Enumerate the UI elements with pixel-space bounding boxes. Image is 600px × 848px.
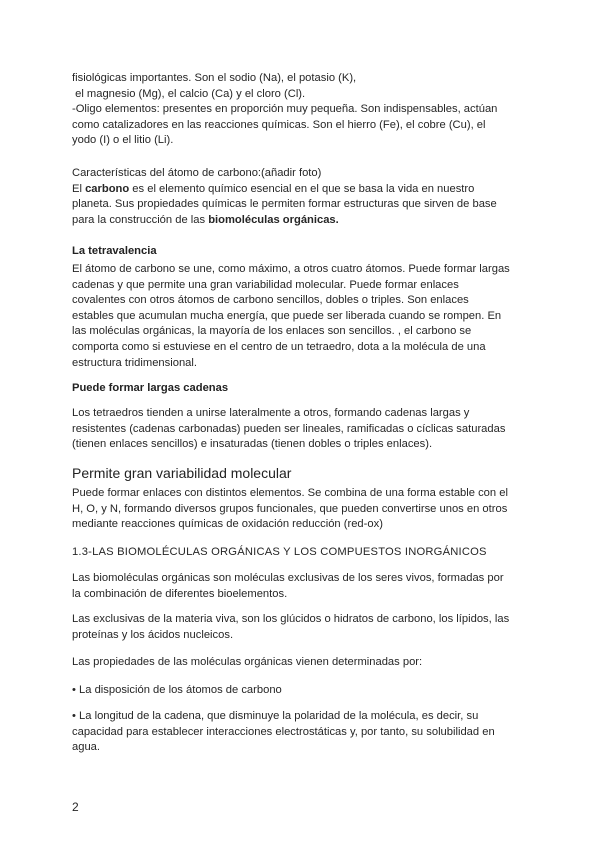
text-line: agua.: [72, 741, 100, 754]
variabilidad-paragraph: [72, 486, 534, 533]
carbon-heading: Características del átomo de carbono:(añadir foto): [72, 167, 322, 179]
text-line: -Oligo elementos: presentes en proporción muy pequeña. Son indispensables, actúan: [72, 103, 498, 116]
text-line: (tienen enlaces sencillos) e insaturadas (tienen dobles o triples enlaces).: [72, 438, 433, 451]
bullet-item: [72, 709, 534, 756]
text-run: es el elemento químico esencial en el que se basa la vida en nuestro: [129, 182, 475, 195]
text-line: el magnesio (Mg), el calcio (Ca) y el cloro (Cl).: [72, 87, 306, 100]
tetravalencia-paragraph: [72, 262, 534, 371]
text-line: comporta como si estuviese en el centro de un tetraedro, dota a la molécula de una: [72, 340, 486, 353]
text-line: Los tetraedros tienden a unirse lateralmente a otros, formando cadenas largas y: [72, 407, 470, 419]
text-line: cadenas y que permite una gran variabilidad molecular. Puede formar enlaces: [72, 278, 459, 291]
bold-term-carbono: carbono: [85, 182, 130, 195]
properties-paragraph: Las propiedades de las moléculas orgánicas vienen determinadas por:: [72, 656, 423, 668]
biomolecules-paragraph: [72, 571, 534, 602]
bullet-item: • La disposición de los átomos de carbono: [72, 684, 282, 696]
section-1-3-heading: 1.3-LAS BIOMOLÉCULAS ORGÁNICAS Y LOS COMPUESTOS INORGÁNICOS: [72, 546, 487, 558]
text-line: mediante reacciones químicas de oxidación reducción (red-ox): [72, 518, 383, 531]
text-line: Las exclusivas de la materia viva, son los glúcidos o hidratos de carbono, los lípidos, las: [72, 613, 510, 625]
carbon-characteristics: [72, 166, 534, 228]
text-line: las moléculas orgánicas, la mayoría de los enlaces son sencillos. , el carbono se: [72, 325, 472, 338]
text-line: Las biomoléculas orgánicas son moléculas exclusivas de los seres vivos, formadas por: [72, 572, 504, 584]
text-line: planeta. Sus propiedades químicas le permiten formar estructuras que sirven de base: [72, 198, 497, 211]
text-line: resistentes (cadenas carbonadas) pueden ser lineales, ramificadas o cíclicas saturadas: [72, 422, 506, 435]
cadenas-heading: Puede formar largas cadenas: [72, 382, 229, 394]
cadenas-paragraph: [72, 406, 534, 453]
text-line: fisiológicas importantes. Son el sodio (Na), el potasio (K),: [72, 72, 357, 84]
text-line: yodo (I) o el litio (Li).: [72, 134, 174, 147]
bold-term-biomoleculas: biomoléculas orgánicas.: [208, 213, 339, 226]
text-line: [72, 182, 534, 198]
text-line: proteínas y los ácidos nucleicos.: [72, 628, 234, 641]
text-line: covalentes con otros átomos de carbono sencillos, dobles o triples. Son enlaces: [72, 294, 469, 307]
text-line: capacidad para establecer interacciones electrostáticas y, por tanto, su solubilidad en: [72, 725, 495, 738]
text-line: H, O, y N, formando diversos grupos funcionales, que pueden convertirse unos en otros: [72, 502, 508, 515]
page-number: 2: [72, 800, 79, 814]
text-run: para la construcción de las: [72, 213, 209, 226]
minerals-paragraph: [72, 71, 534, 149]
text-line: Puede formar enlaces con distintos elementos. Se combina de una forma estable con el: [72, 487, 508, 499]
exclusive-paragraph: [72, 612, 534, 643]
text-run: El: [72, 182, 86, 195]
text-line: estructura tridimensional.: [72, 356, 197, 369]
text-line: la combinación de diferentes bioelementos.: [72, 587, 288, 600]
text-line: estables que acumulan mucha energía, que puede ser liberada cuando se rompen. En: [72, 309, 502, 322]
tetravalencia-heading: La tetravalencia: [72, 245, 157, 257]
text-line: El átomo de carbono se une, como máximo, a otros cuatro átomos. Puede formar largas: [72, 263, 510, 275]
text-line: • La longitud de la cadena, que disminuye la polaridad de la molécula, es decir, su: [72, 710, 479, 722]
text-line: como catalizadores en las reacciones químicas. Son el hierro (Fe), el cobre (Cu), el: [72, 118, 486, 131]
variabilidad-heading: Permite gran variabilidad molecular: [72, 465, 292, 481]
text-line: [72, 213, 534, 229]
